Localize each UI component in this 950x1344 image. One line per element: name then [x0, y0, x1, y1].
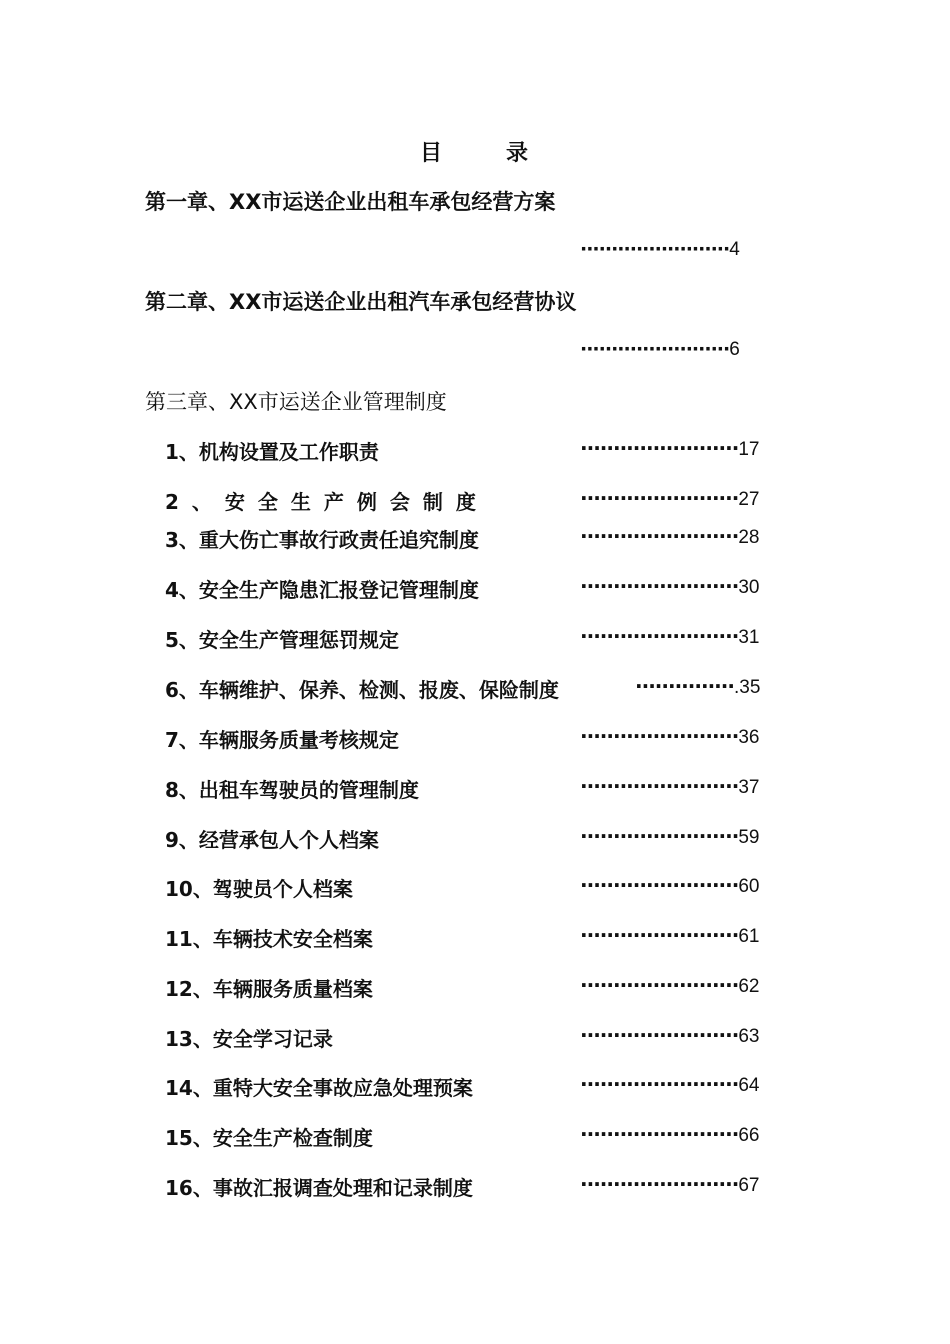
page-number: 61	[738, 926, 760, 947]
toc-entry-leader	[580, 923, 759, 948]
leader-dots: ························	[580, 574, 739, 598]
toc-entry-leader	[580, 774, 759, 799]
page-number: 59	[738, 827, 760, 848]
toc-entry[interactable]	[165, 1122, 785, 1150]
toc-entry-leader	[580, 1122, 759, 1147]
chapter-1-heading[interactable]: 第一章、XX市运送企业出租车承包经营方案	[145, 190, 556, 214]
toc-entry-leader	[580, 486, 759, 511]
toc-title	[0, 136, 950, 167]
leader-dots: ························	[580, 1023, 739, 1047]
page-number: 60	[738, 876, 760, 897]
toc-entry[interactable]	[165, 1023, 785, 1051]
toc-entry-label: 1、机构设置及工作职责	[165, 440, 379, 464]
page-number: 28	[738, 527, 760, 548]
toc-entry-label: 2、安全生产例会制度	[165, 490, 489, 514]
toc-entry[interactable]	[165, 436, 785, 464]
chapter-1-leader	[580, 238, 740, 261]
leader-dots: ························	[580, 1172, 739, 1196]
toc-entry[interactable]	[165, 486, 785, 514]
toc-entry-label: 16、事故汇报调查处理和记录制度	[165, 1176, 473, 1200]
leader-dots: ························	[580, 724, 739, 748]
page-number: 31	[738, 627, 760, 648]
toc-entry-label: 14、重特大安全事故应急处理预案	[165, 1076, 473, 1100]
toc-entry-leader	[580, 1023, 759, 1048]
toc-entry[interactable]	[165, 524, 785, 552]
leader-dots: ························	[580, 873, 739, 897]
page-number: 37	[738, 777, 760, 798]
toc-entry-label: 13、安全学习记录	[165, 1027, 333, 1051]
leader-dots: ························	[580, 524, 739, 548]
toc-entry-label: 5、安全生产管理惩罚规定	[165, 628, 399, 652]
toc-entry[interactable]	[165, 973, 785, 1001]
toc-entry-leader	[580, 574, 759, 599]
leader-dots: ························	[580, 923, 739, 947]
toc-entry[interactable]	[165, 1172, 785, 1200]
toc-entry-label: 12、车辆服务质量档案	[165, 977, 373, 1001]
toc-entry[interactable]	[165, 624, 785, 652]
leader-dots: ························	[580, 624, 739, 648]
toc-entry[interactable]	[165, 674, 785, 702]
page-number: 27	[738, 489, 760, 510]
toc-entry-leader	[580, 973, 759, 998]
toc-title-left: 目	[419, 141, 444, 166]
leader-dots: ···············	[635, 674, 734, 698]
toc-entry[interactable]	[165, 574, 785, 602]
toc-entry[interactable]	[165, 724, 785, 752]
page-number: 64	[738, 1075, 760, 1096]
toc-entry-label: 11、车辆技术安全档案	[165, 927, 373, 951]
toc-entry-label: 15、安全生产检查制度	[165, 1126, 373, 1150]
page-number: 62	[738, 976, 760, 997]
page-number: 6	[729, 339, 740, 360]
toc-entry-leader	[635, 674, 760, 699]
leader-dots: ························	[580, 973, 739, 997]
toc-entry[interactable]	[165, 1072, 785, 1100]
toc-entry-leader	[580, 524, 759, 549]
chapter-2-leader	[580, 338, 740, 361]
page-number: .35	[733, 677, 761, 698]
toc-entry-leader	[580, 873, 759, 898]
toc-title-right: 录	[506, 141, 531, 166]
leader-dots: ························	[580, 338, 730, 360]
toc-entry-leader	[580, 724, 759, 749]
page-number: 4	[729, 239, 740, 260]
leader-dots: ························	[580, 774, 739, 798]
toc-entry[interactable]	[165, 873, 785, 901]
toc-entry[interactable]	[165, 923, 785, 951]
leader-dots: ························	[580, 1122, 739, 1146]
leader-dots: ························	[580, 824, 739, 848]
toc-entry-label: 3、重大伤亡事故行政责任追究制度	[165, 528, 479, 552]
leader-dots: ························	[580, 238, 730, 260]
chapter-2-heading[interactable]: 第二章、XX市运送企业出租汽车承包经营协议	[145, 290, 577, 314]
chapter-3-heading[interactable]: 第三章、XX市运送企业管理制度	[145, 390, 447, 414]
toc-entry-leader	[580, 624, 759, 649]
toc-entry[interactable]	[165, 824, 785, 852]
toc-entry-label: 8、出租车驾驶员的管理制度	[165, 778, 419, 802]
page-number: 66	[738, 1125, 760, 1146]
page-number: 67	[738, 1175, 760, 1196]
page-number: 63	[738, 1026, 760, 1047]
toc-entry-leader	[580, 824, 759, 849]
toc-entry-label: 10、驾驶员个人档案	[165, 877, 353, 901]
toc-entry-leader	[580, 1072, 759, 1097]
page-number: 36	[738, 727, 760, 748]
leader-dots: ························	[580, 1072, 739, 1096]
toc-entry-label: 7、车辆服务质量考核规定	[165, 728, 399, 752]
page-number: 30	[738, 577, 760, 598]
toc-entry[interactable]	[165, 774, 785, 802]
toc-entry-label: 4、安全生产隐患汇报登记管理制度	[165, 578, 479, 602]
toc-entry-leader	[580, 436, 759, 461]
toc-entry-label: 6、车辆维护、保养、检测、报废、保险制度	[165, 678, 559, 702]
leader-dots: ························	[580, 436, 739, 460]
toc-entry-leader	[580, 1172, 759, 1197]
toc-entry-label: 9、经营承包人个人档案	[165, 828, 379, 852]
leader-dots: ························	[580, 486, 739, 510]
page-number: 17	[738, 439, 760, 460]
